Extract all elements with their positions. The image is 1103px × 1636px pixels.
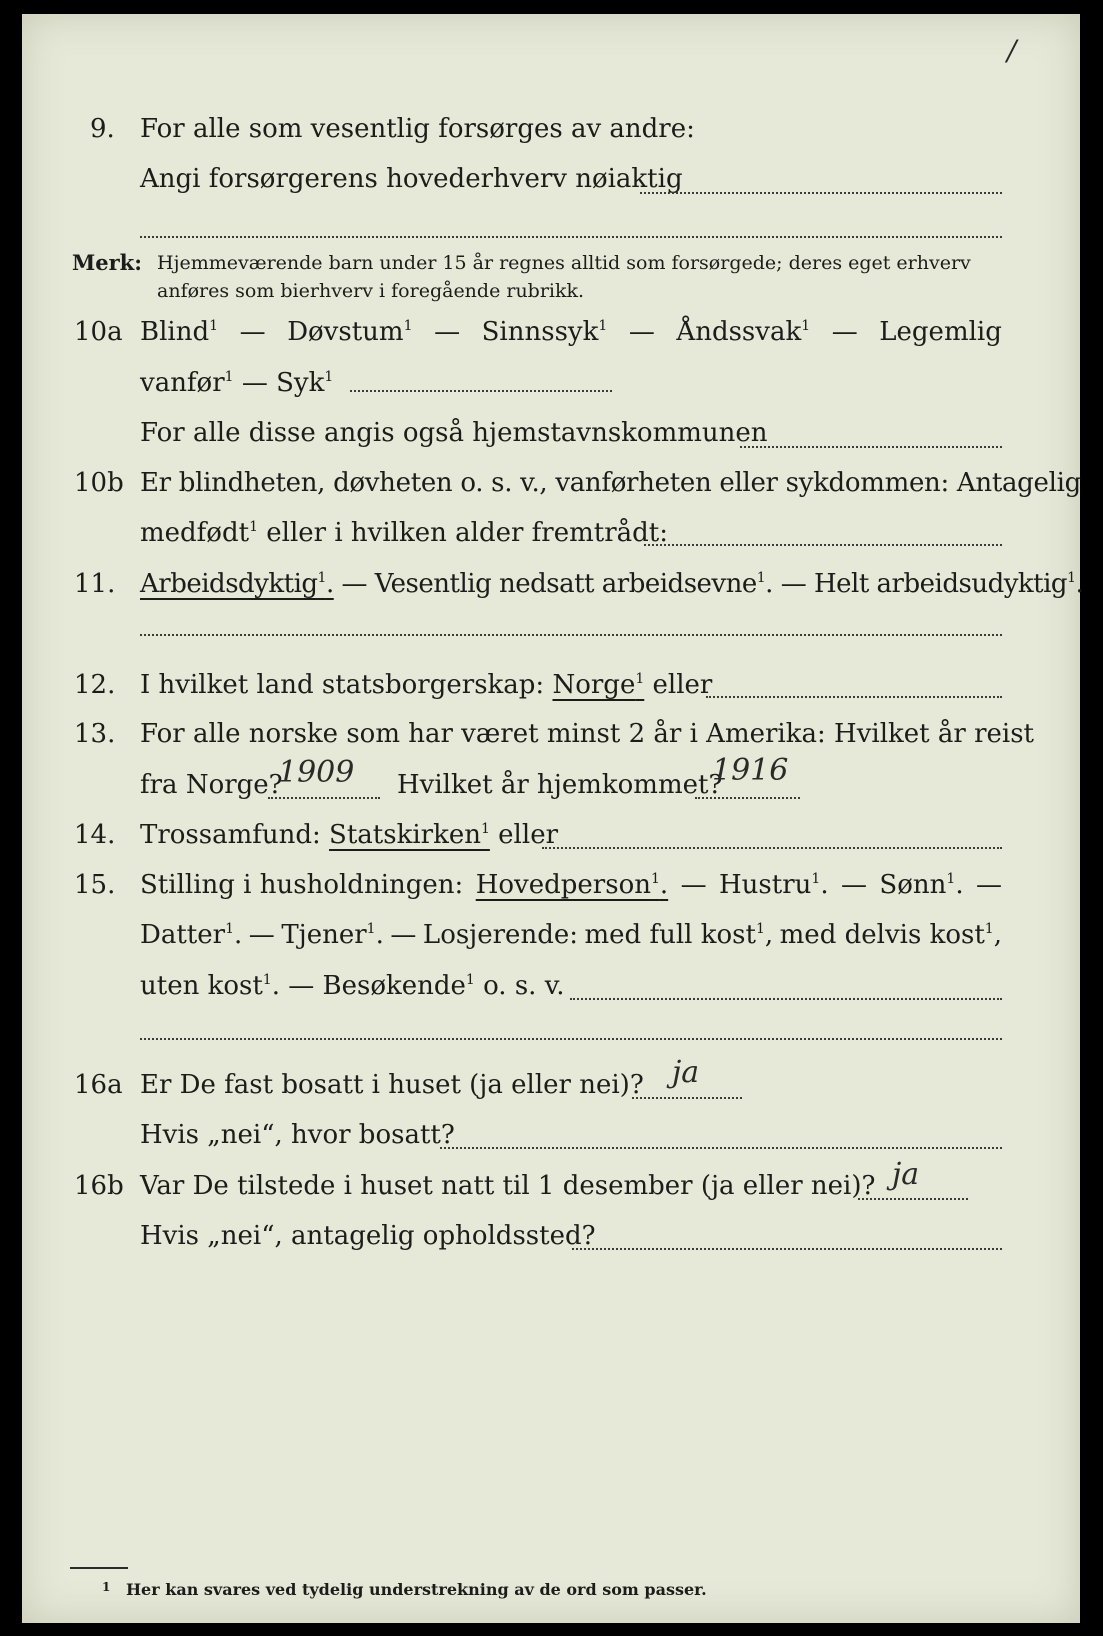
- footnote-rule: [70, 1567, 128, 1569]
- q10a-line1: Blind$^1$ — Døvstum$^1$ — Sinnssyk$^1$ — Åndssvak$^1$ — Legemlig: [140, 317, 1002, 347]
- q12-answer-line: [706, 696, 1002, 698]
- q9-answer-line-2: [140, 236, 1002, 238]
- q15-line1: Stilling i husholdningen: Hovedperson$^1$. — Hustru$^1$. — Sønn$^1$. —: [140, 870, 1002, 900]
- option-medfodt[interactable]: medfødt$^1$: [140, 518, 258, 548]
- q11-number: 11.: [74, 569, 116, 599]
- merk-label: Merk:: [72, 250, 142, 275]
- q13-reist-answer[interactable]: 1909: [278, 755, 355, 790]
- page-mark: /: [1007, 34, 1017, 67]
- q13-hjem-line: [695, 797, 800, 799]
- q13-hjem-answer[interactable]: 1916: [712, 753, 789, 788]
- q16a-answer-line: [632, 1097, 742, 1099]
- census-form-page: [22, 14, 1084, 1623]
- option-sinnssyk[interactable]: Sinnssyk$^1$: [481, 317, 608, 347]
- q10a-syk-line: [350, 390, 612, 392]
- option-hustru[interactable]: Hustru$^1$.: [719, 870, 829, 900]
- q14-answer-line: [542, 847, 1002, 849]
- q9-answer-line: [640, 192, 1002, 194]
- q10b-line2: medfødt$^1$ eller i hvilken alder fremtrådt:: [140, 518, 669, 548]
- option-blind[interactable]: Blind$^1$: [140, 317, 219, 347]
- q9-number: 9.: [90, 114, 115, 144]
- q16b-answer[interactable]: ja: [892, 1157, 920, 1192]
- q16a-bosatt-line: [440, 1147, 1002, 1149]
- q16a-answer[interactable]: ja: [672, 1055, 700, 1090]
- q15-number: 15.: [74, 870, 116, 900]
- merk-line1: Hjemmeværende barn under 15 år regnes alltid som forsørgede; deres eget erhverv: [157, 252, 971, 274]
- q10a-kommune-line: [740, 446, 1002, 448]
- option-arbeidsdyktig[interactable]: Arbeidsdyktig$^1$.: [140, 569, 334, 599]
- q12-line: I hvilket land statsborgerskap: Norge$^1$ eller: [140, 670, 713, 700]
- option-besokende[interactable]: Besøkende$^1$: [322, 971, 475, 1001]
- option-delvis-kost[interactable]: med delvis kost$^1$,: [779, 920, 1002, 950]
- option-udyktig[interactable]: Helt arbeidsudyktig$^1$.: [813, 569, 1084, 599]
- option-statskirken[interactable]: Statskirken$^1$: [329, 820, 490, 850]
- footnote-text: Her kan svares ved tydelig understrekning av de ord som passer.: [125, 1580, 707, 1599]
- option-full-kost[interactable]: med full kost$^1$,: [584, 920, 774, 950]
- option-norge[interactable]: Norge$^1$: [552, 670, 645, 700]
- option-andssvak[interactable]: Åndssvak$^1$: [676, 317, 811, 347]
- q14-line: Trossamfund: Statskirken$^1$ eller: [140, 820, 559, 850]
- q10b-line1: Er blindheten, døvheten o. s. v., vanførheten eller sykdommen: Antagelig: [140, 468, 1081, 498]
- option-dovstum[interactable]: Døvstum$^1$: [287, 317, 413, 347]
- q13-fra-norge: fra Norge?: [140, 770, 283, 800]
- option-datter[interactable]: Datter$^1$.: [140, 920, 243, 950]
- q15-answer-line: [570, 998, 1002, 1000]
- merk-line2: anføres som bierhverv i foregående rubrikk.: [157, 280, 585, 302]
- q10a-line2: vanfør$^1$ — Syk$^1$: [140, 368, 334, 398]
- q16a-line2: Hvis „nei“, hvor bosatt?: [140, 1120, 455, 1150]
- option-uten-kost[interactable]: uten kost$^1$.: [140, 971, 280, 1001]
- q13-number: 13.: [74, 719, 116, 749]
- q10a-line3: For alle disse angis også hjemstavnskommunen: [140, 418, 768, 448]
- option-vanfor[interactable]: vanfør$^1$: [140, 368, 234, 398]
- q16a-number: 16a: [74, 1070, 123, 1100]
- q15-answer-line-2: [140, 1038, 1002, 1040]
- q10a-number: 10a: [74, 317, 123, 347]
- q16b-line1: Var De tilstede i huset natt til 1 desember (ja eller nei)?: [140, 1171, 876, 1201]
- q16b-number: 16b: [74, 1171, 124, 1201]
- q16b-opholdssted-line: [572, 1248, 1002, 1250]
- q16b-answer-line: [858, 1198, 968, 1200]
- q11-line1: Arbeidsdyktig$^1$. — Vesentlig nedsatt arbeidsevne$^1$. — Helt arbeidsudyktig$^1$.: [140, 569, 1084, 599]
- option-hovedperson[interactable]: Hovedperson$^1$.: [475, 870, 669, 900]
- q15-line2: Datter$^1$. — Tjener$^1$. — Losjerende: med full kost$^1$, med delvis kost$^1$,: [140, 920, 1002, 950]
- q13-reist-line: [268, 797, 380, 799]
- option-sonn[interactable]: Sønn$^1$.: [879, 870, 964, 900]
- q16a-line1: Er De fast bosatt i huset (ja eller nei)?: [140, 1070, 644, 1100]
- option-syk[interactable]: Syk$^1$: [276, 368, 334, 398]
- q11-answer-line: [140, 634, 1002, 636]
- q15-line3: uten kost$^1$. — Besøkende$^1$ o. s. v.: [140, 971, 565, 1001]
- q12-number: 12.: [74, 670, 116, 700]
- q14-number: 14.: [74, 820, 116, 850]
- q16b-line2: Hvis „nei“, antagelig opholdssted?: [140, 1221, 596, 1251]
- footnote-marker: 1: [102, 1580, 111, 1594]
- q9-line2: Angi forsørgerens hovederhverv nøiaktig: [140, 164, 683, 194]
- q10b-number: 10b: [74, 468, 124, 498]
- q10b-answer-line: [644, 544, 1002, 546]
- q13-line1: For alle norske som har været minst 2 år i Amerika: Hvilket år reist: [140, 719, 1034, 749]
- option-tjener[interactable]: Tjener$^1$.: [281, 920, 384, 950]
- q13-hjemkommet: Hvilket år hjemkommet?: [397, 770, 723, 800]
- option-nedsatt[interactable]: Vesentlig nedsatt arbeidsevne$^1$.: [374, 569, 773, 599]
- q9-line1: For alle som vesentlig forsørges av andre:: [140, 114, 695, 144]
- footnote: [102, 1580, 707, 1599]
